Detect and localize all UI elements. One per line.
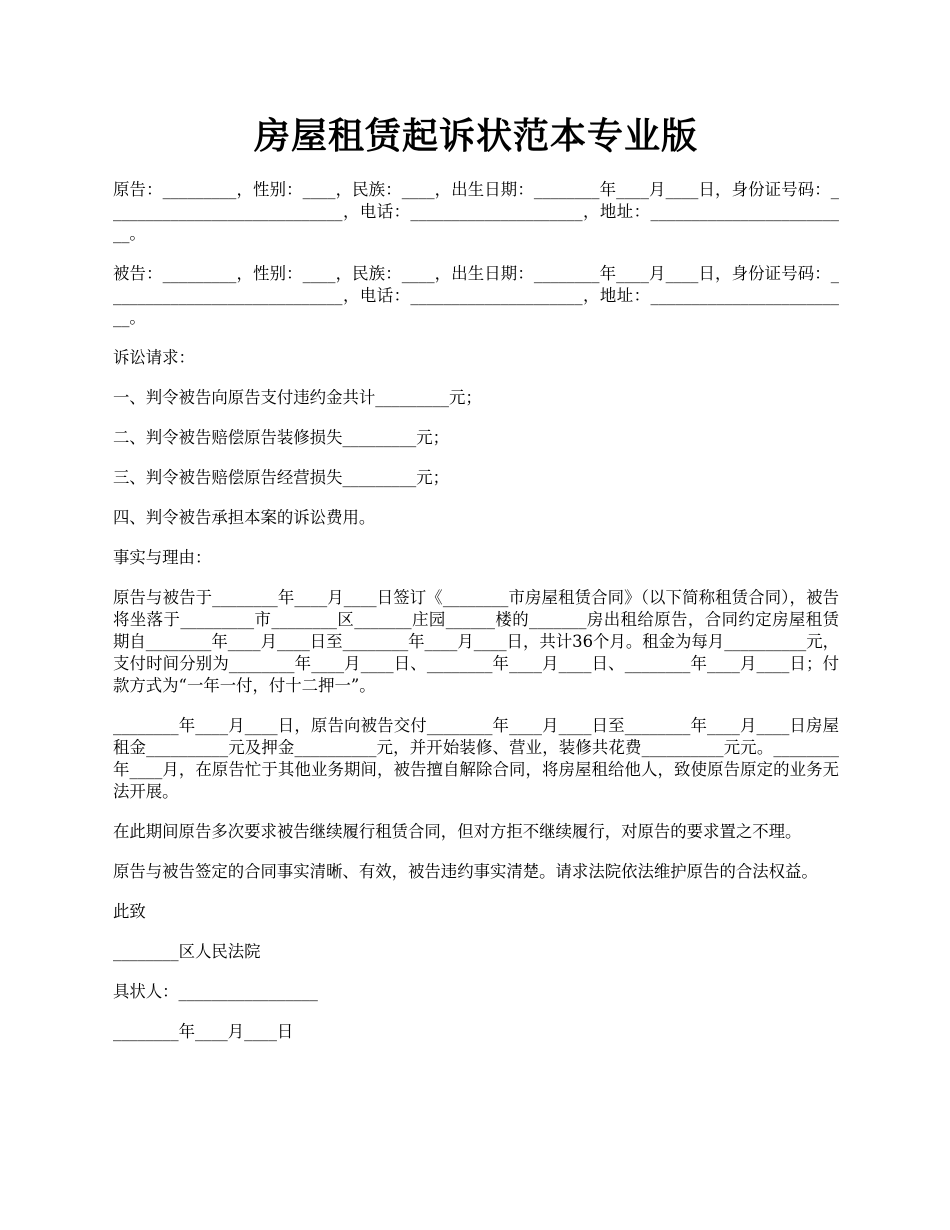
facts-paragraph-1: 原告与被告于________年____月____日签订《________市房屋租赁合同》（以下简称租赁合同），被告将坐落于_________市________区_______庄园______楼的_______房出租给原告，合同约定房屋租赁期自________年____月____日至________年____月____日，共计36个月。租金为每月__________元，支付时间分别为________年____月____日、________年____月____日、________年____月____日；付款方式为“一年一付，付十二押一”。 (113, 588, 839, 695)
court-name: ________区人民法院 (113, 942, 261, 961)
signer-line: 具状人：_________________ (113, 982, 318, 1001)
claims-heading: 诉讼请求： (113, 348, 195, 367)
claim-item-1: 一、判令被告向原告支付违约金共计_________元； (113, 388, 482, 407)
closing-salutation: 此致 (113, 902, 146, 921)
facts-paragraph-4: 原告与被告签定的合同事实清晰、有效，被告违约事实清楚。请求法院依法维护原告的合法权益。 (113, 862, 818, 881)
plaintiff-info: 原告：_________，性别：____，民族：____，出生日期：________年____月____日，身份证号码：_____________________________，电话：_____________________，地址：_________________________。 (113, 180, 839, 243)
defendant-info: 被告：_________，性别：____，民族：____，出生日期：________年____月____日，身份证号码：_____________________________，电话：_____________________，地址：_________________________。 (113, 264, 839, 327)
claim-item-3: 三、判令被告赔偿原告经营损失_________元； (113, 468, 450, 487)
claim-item-4: 四、判令被告承担本案的诉讼费用。 (113, 508, 376, 527)
document-page (113, 112, 839, 1061)
facts-paragraph-2: ________年____月____日，原告向被告交付________年____月____日至________年____月____日房屋租金__________元及押金__________元，并开始装修、营业，装修共花费__________元元。________年____月，在原告忙于其他业务期间，被告擅自解除合同，将房屋租给他人，致使原告原定的业务无法开展。 (113, 716, 839, 801)
claim-item-2: 二、判令被告赔偿原告装修损失_________元； (113, 428, 450, 447)
facts-paragraph-3: 在此期间原告多次要求被告继续履行租赁合同，但对方拒不继续履行，对原告的要求置之不理。 (113, 822, 802, 841)
facts-heading: 事实与理由： (113, 548, 212, 567)
document-title: 房屋租赁起诉状范本专业版 (253, 115, 698, 157)
date-line: ________年____月____日 (113, 1022, 294, 1041)
